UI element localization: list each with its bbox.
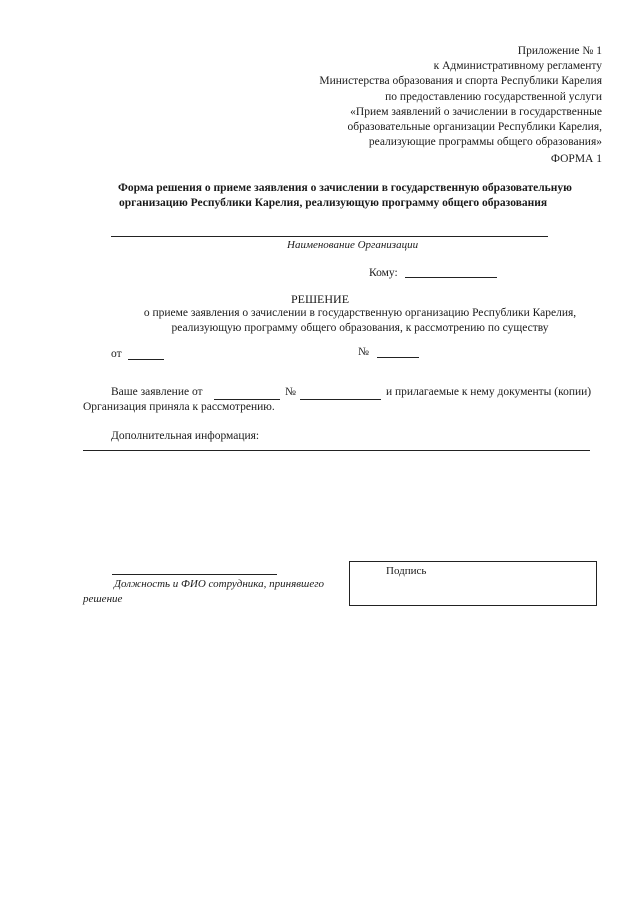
header-line: к Административному регламенту bbox=[433, 60, 602, 73]
date-field-line[interactable] bbox=[128, 359, 164, 360]
recipient-label: Кому: bbox=[369, 267, 398, 279]
application-number-label: № bbox=[285, 386, 296, 398]
form-title-line: организацию Республики Карелия, реализующую программу общего образования bbox=[119, 197, 548, 209]
employee-position-caption: Должность и ФИО сотрудника, принявшего решение bbox=[83, 578, 324, 605]
header-line: Приложение № 1 bbox=[517, 45, 602, 57]
form-title bbox=[118, 181, 598, 211]
accepted-text: Организация приняла к рассмотрению. bbox=[83, 401, 275, 413]
header-line: по предоставлению государственной услуги bbox=[385, 90, 602, 103]
organization-name-line[interactable] bbox=[111, 236, 548, 237]
application-documents-text: и прилагаемые к нему документы (копии) bbox=[386, 386, 592, 398]
form-title-line: Форма решения о приеме заявления о зачислении в государственную образовательную bbox=[118, 182, 572, 194]
signature-label: Подпись bbox=[386, 565, 427, 577]
date-label: от bbox=[111, 348, 122, 360]
recipient-line[interactable] bbox=[405, 277, 497, 278]
form-label: ФОРМА 1 bbox=[550, 153, 602, 165]
additional-info-label: Дополнительная информация: bbox=[111, 430, 260, 442]
application-number-line[interactable] bbox=[300, 399, 381, 400]
organization-name-caption: Наименование Организации bbox=[287, 239, 419, 251]
decision-heading: РЕШЕНИЕ bbox=[290, 292, 350, 306]
header-line: образовательные организации Республики Карелия, bbox=[347, 121, 602, 134]
header-line: «Прием заявлений о зачислении в государственные bbox=[350, 105, 602, 118]
additional-info-line[interactable] bbox=[83, 450, 590, 451]
header-line: реализующие программы общего образования» bbox=[368, 136, 602, 149]
header-line: Министерства образования и спорта Республики Карелия bbox=[319, 75, 602, 88]
decision-subtitle bbox=[110, 306, 610, 335]
signature-box[interactable] bbox=[349, 561, 597, 606]
application-date-label: Ваше заявление от bbox=[111, 386, 203, 398]
application-date-line[interactable] bbox=[214, 399, 280, 400]
number-field-line[interactable] bbox=[377, 357, 419, 358]
number-label: № bbox=[358, 346, 369, 358]
appendix-header bbox=[319, 44, 602, 150]
decision-subtitle-line: о приеме заявления о зачислении в государственную организацию Республики Карелия, bbox=[143, 307, 577, 319]
employee-signature-line[interactable] bbox=[112, 574, 277, 575]
decision-subtitle-line: реализующую программу общего образования, к рассмотрению по существу bbox=[171, 321, 549, 334]
